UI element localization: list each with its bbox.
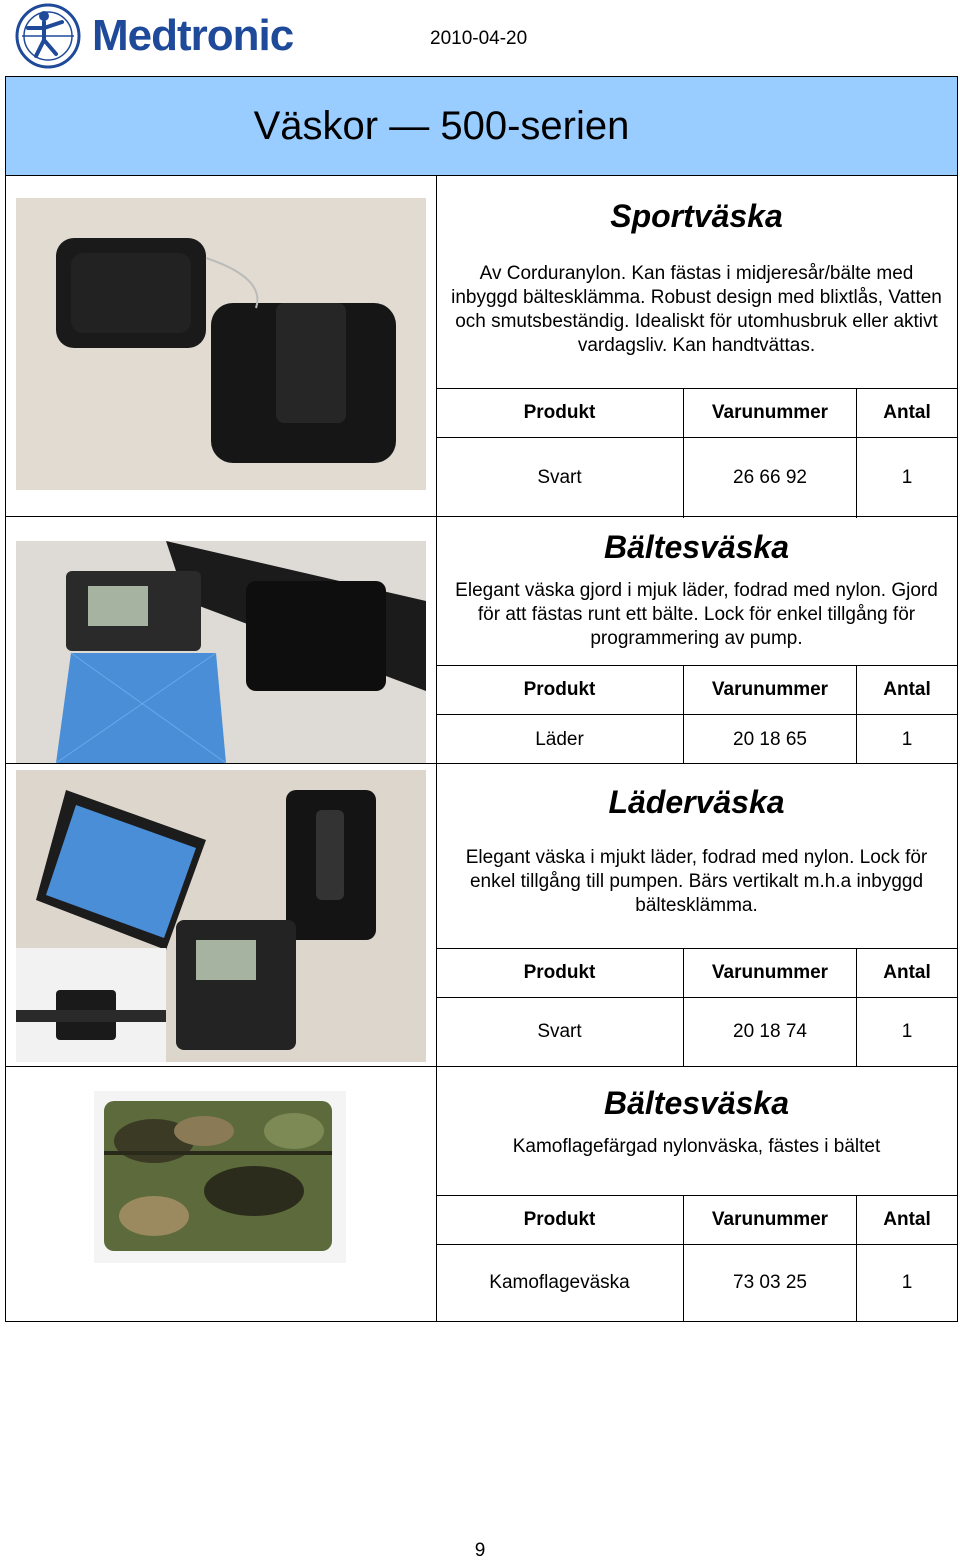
- photo-column: [6, 764, 437, 1066]
- section-title: Läderväska: [608, 784, 785, 820]
- page-number: 9: [474, 1540, 486, 1561]
- table-row: [436, 997, 957, 1066]
- product-section-baltesvaska: [6, 517, 957, 764]
- column-header-article: Varunummer: [684, 666, 857, 714]
- page-title: Väskor — 500-serien: [253, 103, 630, 148]
- section-description: Kamoflagefärgad nylonväska, fästes i bältet: [512, 1136, 881, 1157]
- table-header: [436, 388, 957, 437]
- photo-column: [6, 176, 437, 516]
- column-header-qty: Antal: [883, 1209, 931, 1230]
- table-row: [436, 1244, 957, 1321]
- article-cell: 73 03 25: [684, 1245, 857, 1321]
- section-title: Bältesväska: [603, 1085, 790, 1121]
- product-section-kamoflage: [6, 1067, 957, 1321]
- table-row: [436, 714, 957, 764]
- section-description: Av Corduranylon. Kan fästas i midjeresår/bälte med inbyggd bältesklämma. Robust design med blixtlås, Vatten och smutsbeständig. Idealiskt för utomhusbruk eller aktivt vardagsliv. Kan handtvättas.: [451, 263, 942, 356]
- article-cell: 26 66 92: [684, 438, 857, 518]
- title-row: [6, 77, 957, 176]
- medtronic-emblem-icon: [14, 2, 82, 70]
- product-section-sportvaska: [6, 176, 957, 517]
- product-section-ladervaska: [6, 764, 957, 1067]
- table-header: [436, 665, 957, 714]
- qty-cell: 1: [901, 1021, 913, 1042]
- medtronic-logo: [14, 2, 293, 70]
- section-title: Bältesväska: [603, 529, 790, 565]
- brand-name: Medtronic: [92, 11, 294, 60]
- qty-cell: 1: [901, 467, 913, 488]
- section-description: Elegant väska gjord i mjuk läder, fodrad med nylon. Gjord för att fästas runt ett bälte. Lock för enkel tillgång för programmering av pump.: [455, 580, 938, 649]
- product-cell: Svart: [436, 998, 684, 1066]
- qty-cell: 1: [901, 728, 913, 750]
- product-sheet: [5, 76, 958, 1322]
- column-header-product: Produkt: [436, 949, 684, 997]
- product-cell: Läder: [436, 715, 684, 764]
- product-cell: Svart: [436, 438, 684, 518]
- column-header-qty: Antal: [883, 679, 931, 700]
- table-header: [436, 1195, 957, 1244]
- leather-belt-pouch-photo: [16, 541, 426, 763]
- column-header-qty: Antal: [883, 962, 931, 983]
- document-date: 2010-04-20: [430, 28, 528, 49]
- product-cell: Kamoflageväska: [436, 1245, 684, 1321]
- leather-vertical-pouch-photo: [16, 770, 426, 1062]
- qty-cell: 1: [901, 1272, 913, 1293]
- photo-column: [6, 517, 437, 763]
- camouflage-pouch-photo: [94, 1091, 346, 1263]
- column-header-product: Produkt: [436, 389, 684, 437]
- article-cell: 20 18 74: [684, 998, 857, 1066]
- column-header-article: Varunummer: [684, 389, 857, 437]
- column-header-product: Produkt: [436, 666, 684, 714]
- column-header-article: Varunummer: [684, 949, 857, 997]
- black-sport-pouches-photo: [16, 198, 426, 490]
- section-description: Elegant väska i mjukt läder, fodrad med nylon. Lock för enkel tillgång till pumpen. Bärs vertikalt m.h.a inbyggd bältesklämma.: [465, 847, 928, 916]
- column-header-qty: Antal: [883, 402, 931, 423]
- page-header: [0, 0, 960, 76]
- column-header-article: Varunummer: [684, 1196, 857, 1244]
- photo-column: [6, 1067, 437, 1321]
- article-cell: 20 18 65: [684, 715, 857, 764]
- column-header-product: Produkt: [436, 1196, 684, 1244]
- table-row: [436, 437, 957, 518]
- table-header: [436, 948, 957, 997]
- section-title: Sportväska: [610, 198, 783, 234]
